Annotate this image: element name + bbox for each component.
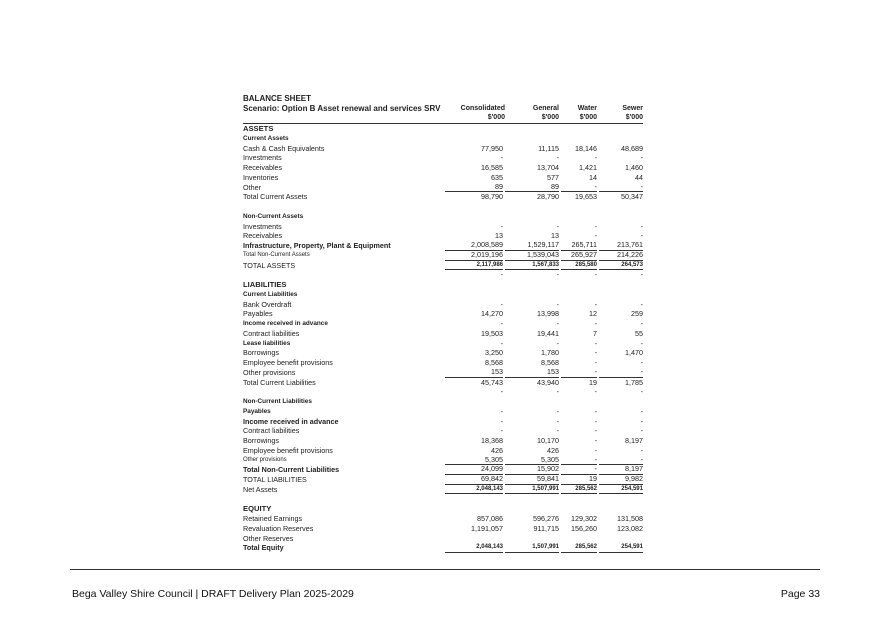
table-row: [243, 407, 643, 417]
cell-value: 98,790: [481, 192, 503, 202]
table-row: [243, 222, 643, 232]
cell-value: -: [594, 426, 597, 436]
row-label: Cash & Cash Equivalents: [243, 143, 325, 153]
table-row: [243, 124, 643, 134]
table-row: [243, 134, 643, 144]
row-label: Total Current Assets: [243, 192, 308, 202]
cell-value: -: [594, 270, 597, 280]
row-label: Receivables: [243, 163, 283, 172]
cell-value: -: [561, 368, 597, 378]
row-label: Net Assets: [243, 484, 278, 494]
cell-value: -: [640, 406, 643, 416]
col-name: Consolidated: [460, 105, 505, 112]
cell-value: 8,197: [625, 436, 643, 445]
cell-value: 28,790: [537, 192, 559, 202]
table-row: [243, 465, 643, 475]
col-name: Sewer: [622, 105, 643, 112]
row-label: Payables: [243, 407, 271, 415]
cell-value: 13: [551, 231, 559, 241]
cell-value: -: [640, 231, 643, 241]
table-row: [243, 153, 643, 163]
cell-value: -: [556, 270, 559, 280]
cell-value: -: [594, 153, 597, 163]
cell-value: -: [640, 445, 643, 455]
cell-value: 1,785: [625, 377, 643, 387]
cell-value: 19: [561, 475, 597, 485]
cell-value: -: [556, 299, 559, 309]
cell-value: 1,507,991: [505, 485, 559, 495]
cell-value: -: [556, 338, 559, 348]
cell-value: -: [640, 358, 643, 367]
cell-value: 14: [589, 172, 597, 182]
cell-value: -: [500, 221, 503, 231]
cell-value: 13: [495, 231, 503, 241]
table-row: [243, 534, 643, 544]
cell-value: -: [556, 387, 559, 397]
cell-value: 265,927: [561, 251, 597, 261]
table-row: [243, 358, 643, 368]
cell-value: 285,580: [561, 261, 597, 271]
cell-value: 7: [593, 328, 597, 338]
cell-value: -: [594, 387, 597, 397]
row-label: Current Liabilities: [243, 290, 298, 298]
cell-value: 1,470: [625, 348, 643, 358]
cell-value: -: [640, 319, 643, 328]
cell-value: -: [594, 436, 597, 445]
sheet-rows: [243, 124, 643, 553]
cell-value: -: [500, 416, 503, 426]
cell-value: 254,591: [599, 543, 643, 553]
cell-value: 213,761: [599, 241, 643, 251]
cell-value: 123,082: [617, 523, 643, 533]
scenario-label: Scenario: Option B Asset renewal and services SRV: [243, 104, 441, 113]
cell-value: 13,704: [537, 163, 559, 172]
cell-value: -: [599, 368, 643, 378]
table-row: [243, 300, 643, 310]
table-row: [243, 183, 643, 193]
row-label: Infrastructure, Property, Plant & Equipment: [243, 241, 391, 250]
table-row: [243, 504, 643, 514]
cell-value: 15,902: [505, 465, 559, 475]
cell-value: -: [561, 456, 597, 466]
sheet-title: BALANCE SHEET: [243, 94, 312, 103]
cell-value: 89: [445, 183, 503, 193]
cell-value: 264,573: [599, 261, 643, 271]
row-label: Receivables: [243, 231, 283, 241]
cell-value: -: [594, 445, 597, 455]
col-name: General: [532, 105, 559, 112]
cell-value: -: [640, 270, 643, 280]
table-row: [243, 524, 643, 534]
cell-value: 55: [635, 328, 643, 338]
cell-value: -: [640, 416, 643, 426]
cell-value: 13,998: [537, 309, 559, 319]
cell-value: -: [599, 456, 643, 466]
cell-value: 635: [491, 172, 503, 182]
col-consolidated: [445, 104, 505, 122]
row-label: Revaluation Reserves: [243, 523, 314, 533]
row-label: Investments: [243, 153, 282, 163]
table-row: [243, 475, 643, 485]
cell-value: 1,507,991: [505, 543, 559, 553]
row-label: Contract liabilities: [243, 426, 300, 436]
row-label: Total Non-Current Assets: [243, 251, 310, 258]
cell-value: -: [556, 221, 559, 231]
table-row: [243, 319, 643, 329]
cell-value: -: [556, 406, 559, 416]
cell-value: -: [594, 299, 597, 309]
cell-value: 265,711: [561, 241, 597, 251]
table-row: [243, 514, 643, 524]
cell-value: -: [640, 299, 643, 309]
cell-value: 2,117,986: [445, 261, 503, 271]
table-row: [243, 329, 643, 339]
cell-value: -: [500, 426, 503, 436]
separator-row: [243, 202, 643, 212]
row-label: Income received in advance: [243, 320, 328, 327]
row-label: Current Assets: [243, 134, 289, 142]
cell-value: 45,743: [481, 377, 503, 387]
cell-value: 44: [635, 172, 643, 182]
row-label: ASSETS: [243, 124, 274, 133]
separator-row: [243, 270, 643, 280]
row-label: Bank Overdraft: [243, 299, 292, 309]
cell-value: 285,562: [561, 543, 597, 553]
row-label: Borrowings: [243, 436, 279, 445]
footer-rule: [70, 569, 820, 570]
cell-value: 1,539,043: [505, 251, 559, 261]
table-row: [243, 543, 643, 553]
row-label: Borrowings: [243, 348, 279, 358]
col-unit: $'000: [541, 114, 559, 121]
col-unit: $'000: [579, 114, 597, 121]
cell-value: 426: [491, 445, 503, 455]
table-row: [243, 485, 643, 495]
table-row: [243, 309, 643, 319]
cell-value: 11,115: [538, 143, 559, 153]
column-header-row: [243, 104, 643, 123]
table-row: [243, 446, 643, 456]
table-row: [243, 397, 643, 407]
row-label: TOTAL ASSETS: [243, 260, 296, 270]
col-name: Water: [577, 105, 597, 112]
cell-value: -: [500, 319, 503, 328]
cell-value: 5,305: [445, 456, 503, 466]
row-label: Employee benefit provisions: [243, 358, 333, 367]
cell-value: 131,508: [617, 514, 643, 523]
cell-value: -: [594, 358, 597, 367]
separator-row: [243, 495, 643, 505]
cell-value: -: [594, 221, 597, 231]
cell-value: 285,562: [561, 485, 597, 495]
table-row: [243, 378, 643, 388]
cell-value: 18,146: [575, 143, 597, 153]
row-label: EQUITY: [243, 504, 272, 514]
cell-value: 254,591: [599, 485, 643, 495]
row-label: LIABILITIES: [243, 280, 287, 289]
row-label: Income received in advance: [243, 416, 339, 426]
cell-value: -: [500, 387, 503, 397]
cell-value: 2,048,143: [445, 543, 503, 553]
page-number: Page 33: [780, 588, 820, 600]
cell-value: 24,099: [445, 465, 503, 475]
cell-value: 43,940: [537, 377, 559, 387]
cell-value: 596,276: [533, 514, 559, 523]
table-row: [243, 339, 643, 349]
row-label: Employee benefit provisions: [243, 445, 333, 455]
cell-value: -: [594, 231, 597, 241]
cell-value: -: [640, 426, 643, 436]
balance-sheet: [243, 94, 643, 553]
row-label: Total Equity: [243, 543, 284, 553]
cell-value: 214,226: [599, 251, 643, 261]
cell-value: 153: [505, 368, 559, 378]
cell-value: -: [594, 406, 597, 416]
table-row: [243, 290, 643, 300]
table-row: [243, 173, 643, 183]
cell-value: 19,503: [481, 328, 503, 338]
row-label: Non-Current Assets: [243, 212, 304, 220]
cell-value: 8,568: [541, 358, 559, 367]
cell-value: 1,780: [541, 348, 559, 358]
cell-value: -: [500, 299, 503, 309]
cell-value: 5,305: [505, 456, 559, 466]
cell-value: 2,048,143: [445, 485, 503, 495]
cell-value: -: [561, 465, 597, 475]
cell-value: -: [561, 183, 597, 193]
cell-value: 19,441: [537, 328, 559, 338]
row-label: Other Reserves: [243, 533, 294, 543]
table-row: [243, 261, 643, 271]
cell-value: 1,529,117: [505, 241, 559, 251]
col-unit: $'000: [487, 114, 505, 121]
cell-value: 69,842: [445, 475, 503, 485]
cell-value: -: [599, 183, 643, 193]
row-label: Investments: [243, 221, 282, 231]
cell-value: -: [500, 406, 503, 416]
table-row: [243, 456, 643, 466]
cell-value: -: [640, 387, 643, 397]
cell-value: 1,567,833: [505, 261, 559, 271]
cell-value: 12: [589, 309, 597, 319]
table-row: [243, 368, 643, 378]
cell-value: 2,008,589: [445, 241, 503, 251]
cell-value: -: [594, 348, 597, 358]
cell-value: -: [500, 270, 503, 280]
cell-value: 59,841: [505, 475, 559, 485]
col-sewer: [583, 104, 643, 122]
cell-value: 1,460: [625, 163, 643, 172]
cell-value: -: [556, 153, 559, 163]
cell-value: 156,260: [571, 523, 597, 533]
table-row: [243, 251, 643, 261]
table-row: [243, 163, 643, 173]
table-row: [243, 212, 643, 222]
cell-value: 3,250: [485, 348, 503, 358]
cell-value: 50,347: [621, 192, 643, 202]
cell-value: 19,653: [575, 192, 597, 202]
cell-value: 18,368: [481, 436, 503, 445]
cell-value: -: [556, 426, 559, 436]
footer-document-title: Bega Valley Shire Council | DRAFT Delivery Plan 2025-2029: [72, 588, 354, 600]
cell-value: 10,170: [537, 436, 559, 445]
cell-value: -: [640, 221, 643, 231]
cell-value: -: [594, 338, 597, 348]
cell-value: 129,302: [571, 514, 597, 523]
cell-value: 19: [589, 377, 597, 387]
cell-value: 8,568: [485, 358, 503, 367]
table-row: [243, 280, 643, 290]
table-row: [243, 436, 643, 446]
cell-value: 77,950: [481, 143, 503, 153]
cell-value: 153: [445, 368, 503, 378]
row-label: Total Current Liabilities: [243, 377, 316, 387]
row-label: Lease liabilities: [243, 339, 291, 347]
cell-value: -: [640, 338, 643, 348]
row-label: Other provisions: [243, 367, 296, 377]
cell-value: -: [556, 319, 559, 328]
cell-value: 857,086: [477, 514, 503, 523]
table-row: [243, 426, 643, 436]
row-label: Contract liabilities: [243, 328, 300, 338]
cell-value: 14,270: [481, 309, 503, 319]
cell-value: 1,191,057: [471, 523, 503, 533]
row-label: Total Non-Current Liabilities: [243, 465, 340, 475]
cell-value: 8,197: [599, 465, 643, 475]
row-label: Inventories: [243, 172, 279, 182]
cell-value: 1,421: [579, 163, 597, 172]
row-label: Retained Earnings: [243, 514, 303, 523]
row-label: Other provisions: [243, 456, 287, 463]
separator-row: [243, 387, 643, 397]
table-row: [243, 192, 643, 202]
row-label: Payables: [243, 309, 273, 319]
cell-value: 911,715: [533, 523, 559, 533]
cell-value: 426: [547, 445, 559, 455]
row-label: TOTAL LIABILITIES: [243, 475, 307, 484]
cell-value: 16,585: [481, 163, 503, 172]
cell-value: 9,982: [599, 475, 643, 485]
row-label: Non-Current Liabilities: [243, 398, 312, 405]
cell-value: 259: [631, 309, 643, 319]
cell-value: -: [500, 153, 503, 163]
cell-value: -: [556, 416, 559, 426]
cell-value: 577: [547, 172, 559, 182]
cell-value: 48,689: [621, 143, 643, 153]
row-label: Other: [243, 182, 261, 192]
cell-value: -: [500, 338, 503, 348]
cell-value: -: [640, 153, 643, 163]
table-row: [243, 417, 643, 427]
table-row: [243, 144, 643, 154]
cell-value: 2,019,196: [445, 251, 503, 261]
cell-value: -: [594, 416, 597, 426]
table-row: [243, 348, 643, 358]
cell-value: 89: [505, 183, 559, 193]
cell-value: -: [594, 319, 597, 328]
col-unit: $'000: [625, 114, 643, 121]
